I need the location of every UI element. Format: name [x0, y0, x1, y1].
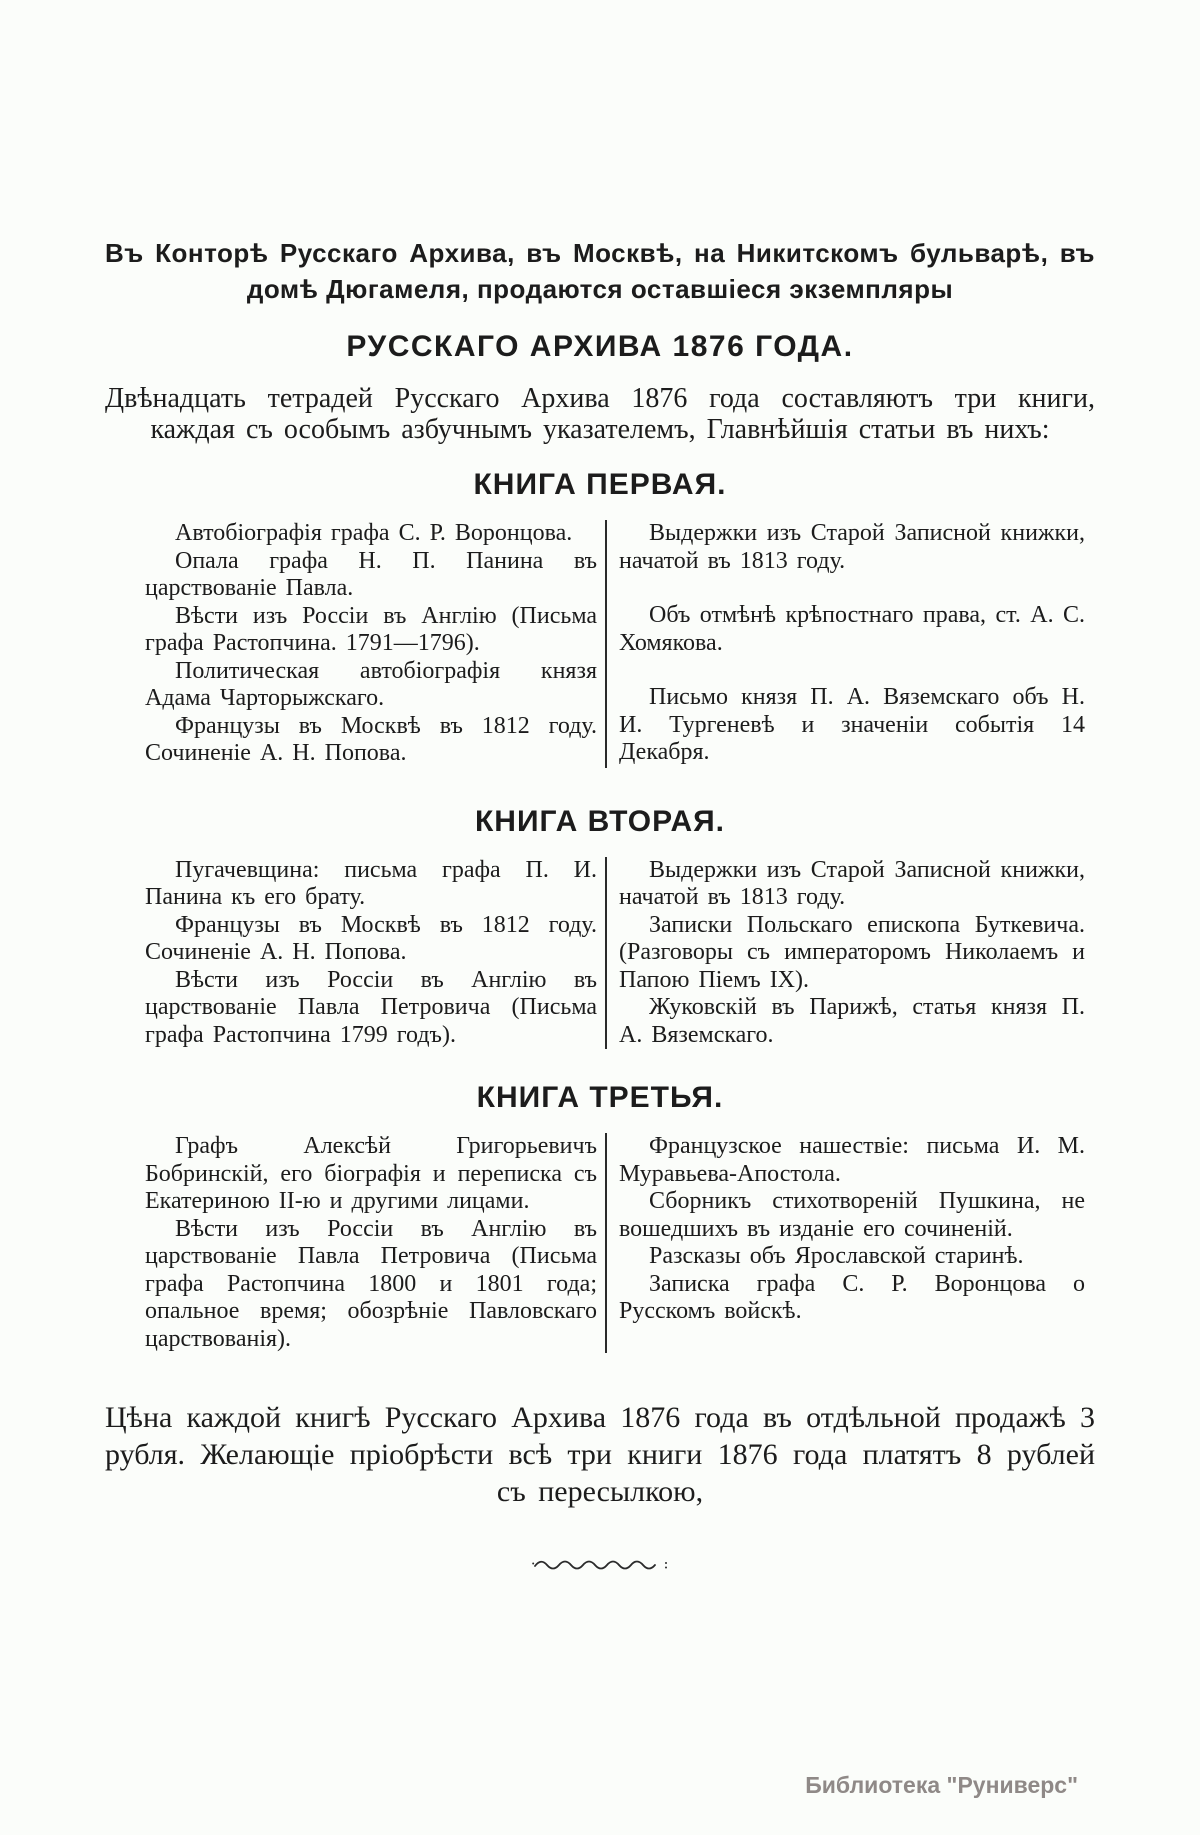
sale-announcement-header: Въ Конторѣ Русскаго Архива, въ Москвѣ, на Никитскомъ бульварѣ, въ домѣ Дюгамеля, продаются оставшіеся экземпляры: [105, 238, 1095, 304]
section-book-1: [105, 465, 1095, 768]
library-watermark: Библиотека "Руниверс": [805, 1772, 1078, 1798]
article-item: Автобіографія графа С. Р. Воронцова.: [175, 520, 573, 546]
article-item: Французы въ Москвѣ въ 1812 году. Сочиненіе А. Н. Попова.: [145, 911, 597, 965]
section-book-3: [105, 1078, 1095, 1353]
section-book-2: [105, 802, 1095, 1050]
page-title: РУССКАГО АРХИВА 1876 ГОДА.: [346, 330, 854, 363]
article-item: Французы въ Москвѣ въ 1812 году. Сочиненіе А. Н. Попова.: [145, 712, 597, 766]
price-paragraph: Цѣна каждой книгѣ Русскаго Архива 1876 года въ отдѣльной продажѣ 3 рубля. Желающіе пріобрѣсти всѣ три книги 1876 года платятъ 8 рублей съ пересылкою,: [105, 1401, 1095, 1508]
article-item: Опала графа Н. П. Панина въ царствованіе Павла.: [145, 547, 597, 601]
article-item: Объ отмѣнѣ крѣпостнаго права, ст. А. С. Хомякова.: [619, 602, 1085, 656]
book-1-right-column: [605, 520, 1085, 768]
book-2-heading: КНИГА ВТОРАЯ.: [474, 804, 726, 838]
book-1-columns: [145, 520, 1085, 768]
squiggle-divider: [105, 1558, 1095, 1576]
book-2-left-column: [145, 857, 605, 1050]
article-item: Выдержки изъ Старой Записной книжки, начатой въ 1813 году.: [619, 856, 1085, 910]
article-item: Записка графа С. Р. Воронцова о Русскомъ войскѣ.: [619, 1270, 1085, 1324]
intro-paragraph: Двѣнадцать тетрадей Русскаго Архива 1876 года составляютъ три книги, каждая съ особымъ азбучнымъ указателемъ, Главнѣйшія статьи въ нихъ:: [105, 383, 1095, 445]
article-item: Жуковскій въ Парижѣ, статья князя П. А. Вяземскаго.: [619, 994, 1085, 1048]
book-3-columns: [145, 1133, 1085, 1353]
article-item: Пугачевщина: письма графа П. И. Панина къ его брату.: [145, 856, 597, 910]
article-item: Разсказы объ Ярославской старинѣ.: [649, 1243, 1024, 1269]
book-2-right-column: [605, 857, 1085, 1050]
book-3-right-column: [605, 1133, 1085, 1353]
article-item: Сборникъ стихотвореній Пушкина, не вошедшихъ въ изданіе его сочиненій.: [619, 1188, 1085, 1242]
book-2-columns: [145, 857, 1085, 1050]
article-item: Вѣсти изъ Россіи въ Англію въ царствованіе Павла Петровича (Письма графа Растопчина 1799 годъ).: [145, 966, 597, 1048]
article-item: Французское нашествіе: письма И. М. Муравьева-Апостола.: [619, 1133, 1085, 1187]
article-item: Графъ Алексѣй Григорьевичъ Бобринскій, его біографія и переписка съ Екатериною II-ю и другими лицами.: [145, 1133, 597, 1214]
book-1-left-column: [145, 520, 605, 768]
article-item: Вѣсти изъ Россіи въ Англію въ царствованіе Павла Петровича (Письма графа Растопчина 1800 и 1801 года; опальное время; обозрѣніе Павловскаго царствованія).: [145, 1215, 597, 1352]
article-item: Политическая автобіографія князя Адама Чарторыжскаго.: [145, 657, 597, 711]
book-1-heading: КНИГА ПЕРВАЯ.: [473, 468, 727, 501]
book-3-left-column: [145, 1133, 605, 1353]
article-item: Выдержки изъ Старой Записной книжки, начатой въ 1813 году.: [619, 520, 1085, 574]
book-3-heading: КНИГА ТРЕТЬЯ.: [476, 1081, 724, 1114]
article-item: Письмо князя П. А. Вяземскаго объ Н. И. Тургеневѣ и значеніи событія 14 Декабря.: [619, 684, 1085, 765]
article-item: Записки Польскаго епископа Буткевича. (Разговоры съ императоромъ Николаемъ и Папою Піемъ IX).: [619, 911, 1085, 993]
article-item: Вѣсти изъ Россіи въ Англію (Письма графа Растопчина. 1791—1796).: [145, 602, 597, 656]
